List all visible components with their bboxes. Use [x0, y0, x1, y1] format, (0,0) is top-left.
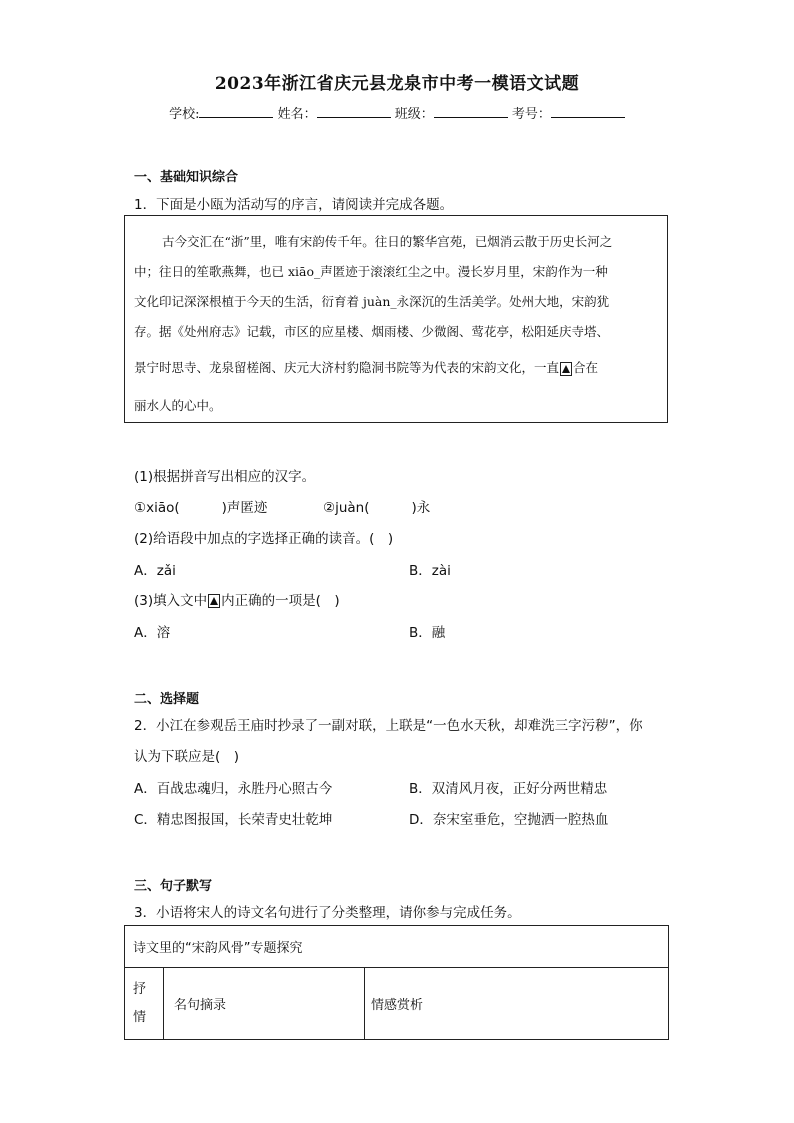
section3-heading: 三、句子默写 [134, 879, 213, 894]
page-title: 2023年浙江省庆元县龙泉市中考一模语文试题 [214, 74, 580, 94]
passage-line-5 [134, 358, 598, 376]
question2-line-2: 认为下联应是( ) [134, 749, 240, 765]
table-title: 诗文里的“宋韵风骨”专题探究 [125, 926, 669, 968]
q2-option-b[interactable]: B．双清风月夜，正好分两世精忠 [409, 781, 608, 797]
sub3-option-b[interactable]: B．融 [409, 625, 446, 641]
question1-text: 1．下面是小瓯为活动写的序言，请阅读并完成各题。 [134, 197, 454, 213]
blank-triangle-icon [208, 594, 220, 608]
q2-option-c[interactable]: C．精忠图报国，长荣青史壮乾坤 [134, 812, 333, 828]
sub-question-1: (1)根据拼音写出相应的汉字。 [134, 469, 316, 485]
passage-line-1: 古今交汇在“浙”里，唯有宋韵传千年。往日的繁华宫苑，已烟消云散于历史长河之 [162, 234, 613, 249]
row-label-char-1: 抒 [133, 981, 147, 997]
blank-triangle-icon [560, 362, 572, 376]
sub2-option-a[interactable]: A．zǎi [134, 563, 176, 579]
task-table [124, 925, 669, 1040]
passage-line-4: 存。据《处州府志》记载，市区的应星楼、烟雨楼、少微阁、莺花亭，松阳延庆寺塔、 [134, 324, 610, 339]
sub2-option-b[interactable]: B．zài [409, 563, 451, 579]
col-header-quotes: 名句摘录 [164, 968, 365, 1040]
question3-text: 3．小语将宋人的诗文名句进行了分类整理，请你参与完成任务。 [134, 905, 521, 921]
sub-question-3 [134, 589, 340, 609]
passage-line-2: 中；往日的笙歌燕舞，也已 xiāo_声匿迹于滚滚红尘之中。漫长岁月里，宋韵作为一种 [134, 264, 608, 279]
col-header-analysis: 情感赏析 [365, 968, 669, 1040]
student-info-line [0, 103, 794, 122]
class-blank[interactable] [434, 105, 508, 118]
name-label: 姓名： [277, 107, 317, 122]
school-blank[interactable] [199, 105, 273, 118]
row-label-lyric [125, 968, 164, 1040]
passage-line-5-text: 景宁时思寺、龙泉留槎阁、庆元大济村豹隐洞书院等为代表的宋韵文化，一直 [134, 360, 560, 375]
question2-line-1: 2．小江在参观岳王庙时抄录了一副对联，上联是“一色水天秋，却难洗三字污秽”，你 [134, 718, 643, 734]
class-label: 班级： [394, 107, 434, 122]
section1-heading: 一、基础知识综合 [134, 170, 239, 185]
passage-line-6: 丽水人的心中。 [134, 398, 222, 413]
name-blank[interactable] [317, 105, 391, 118]
q2-option-a[interactable]: A．百战忠魂归，永胜丹心照古今 [134, 781, 333, 797]
sub3-post: 内正确的一项是( ) [221, 593, 340, 609]
sub-question-2: (2)给语段中加点的字选择正确的读音。( ) [134, 531, 394, 547]
exam-no-blank[interactable] [551, 105, 625, 118]
sub1-a-label: ①xiāo( [134, 500, 180, 516]
sub1-a-tail: )声匿迹 [221, 500, 268, 516]
exam-no-label: 考号： [511, 107, 551, 122]
passage-line-3: 文化印记深深根植于今天的生活，衍育着 juàn_永深沉的生活美学。处州大地，宋韵犹 [134, 294, 610, 309]
school-label: 学校: [169, 107, 200, 122]
section2-heading: 二、选择题 [134, 692, 200, 707]
q2-option-d[interactable]: D．奈宋室垂危，空抛洒一腔热血 [409, 812, 609, 828]
sub1-b-label: ②juàn( [323, 500, 370, 516]
passage-line-5-tail: 合在 [573, 360, 599, 375]
sub3-pre: (3)填入文中 [134, 593, 208, 609]
sub1-part-b [323, 496, 430, 516]
sub1-part-a [134, 496, 267, 516]
sub3-option-a[interactable]: A．溶 [134, 625, 171, 641]
sub1-b-tail: )永 [411, 500, 431, 516]
row-label-char-2: 情 [133, 1009, 147, 1025]
